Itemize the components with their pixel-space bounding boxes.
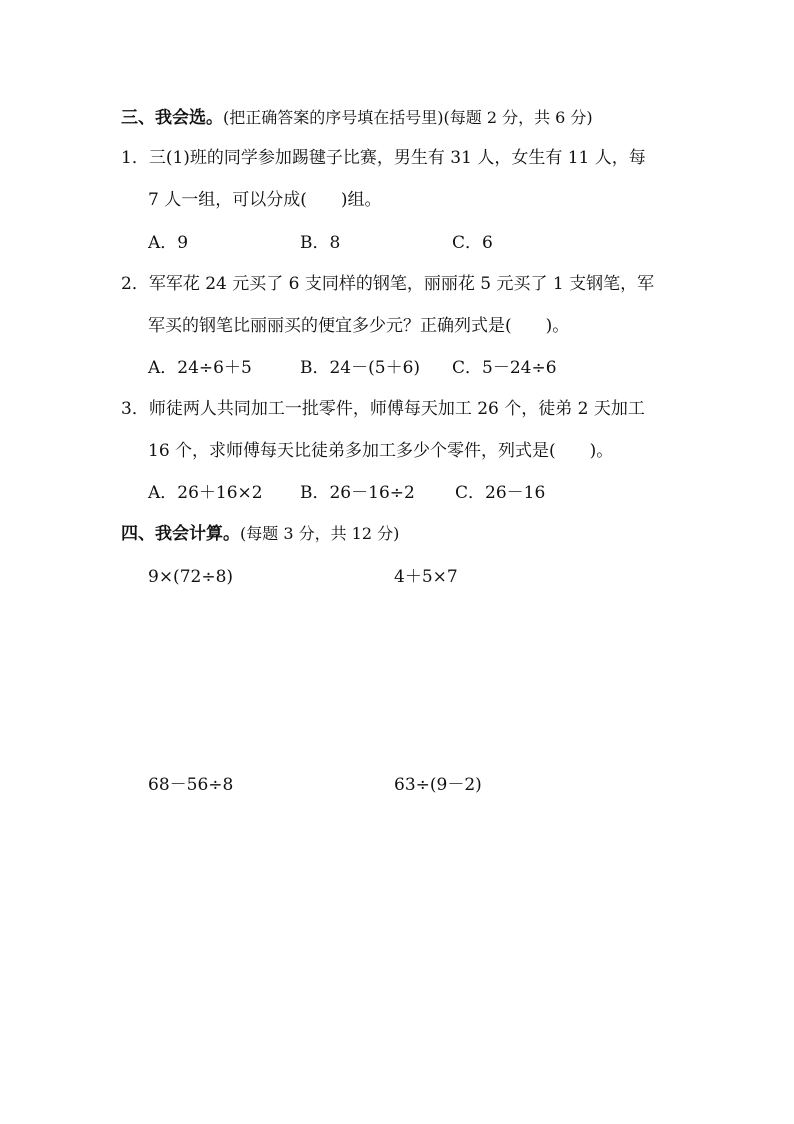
section-4-title: 四、我会计算。: [121, 524, 240, 544]
question-3-line-2: 16 个，求师傅每天比徒弟多加工多少个零件，列式是( )。: [148, 441, 614, 461]
question-1-option-b: B．8: [300, 233, 341, 253]
question-2-option-b: B．24－(5＋6): [300, 358, 421, 378]
question-3-option-b: B．26－16÷2: [300, 483, 415, 503]
question-1-line-1: 1．三(1)班的同学参加踢毽子比赛，男生有 31 人，女生有 11 人，每: [121, 148, 646, 168]
expression-2: 4＋5×7: [394, 567, 458, 587]
question-1-option-c: C．6: [452, 233, 493, 253]
question-1-option-a: A．9: [148, 233, 189, 253]
section-4-heading: [121, 522, 399, 546]
question-2-line-2: 军买的钢笔比丽丽买的便宜多少元？正确列式是( )。: [148, 316, 570, 336]
question-2-line-1: 2．军军花 24 元买了 6 支同样的钢笔，丽丽花 5 元买了 1 支钢笔，军: [121, 274, 655, 294]
section-4-note: (每题 3 分，共 12 分): [240, 524, 400, 543]
question-2-option-c: C．5－24÷6: [452, 358, 557, 378]
question-1-line-2: 7 人一组，可以分成( )组。: [148, 190, 382, 210]
question-2-option-a: A．24÷6＋5: [148, 358, 252, 378]
section-3-note: (把正确答案的序号填在括号里)(每题 2 分，共 6 分): [223, 108, 593, 127]
question-3-option-a: A．26＋16×2: [148, 483, 263, 503]
question-3-option-c: C．26－16: [455, 483, 546, 503]
section-3-heading: [121, 106, 593, 130]
expression-1: 9×(72÷8): [148, 567, 234, 587]
expression-3: 68－56÷8: [148, 775, 234, 795]
section-3-title: 三、我会选。: [121, 108, 223, 128]
expression-4: 63÷(9－2): [394, 775, 482, 795]
question-3-line-1: 3．师徒两人共同加工一批零件，师傅每天加工 26 个，徒弟 2 天加工: [121, 399, 645, 419]
